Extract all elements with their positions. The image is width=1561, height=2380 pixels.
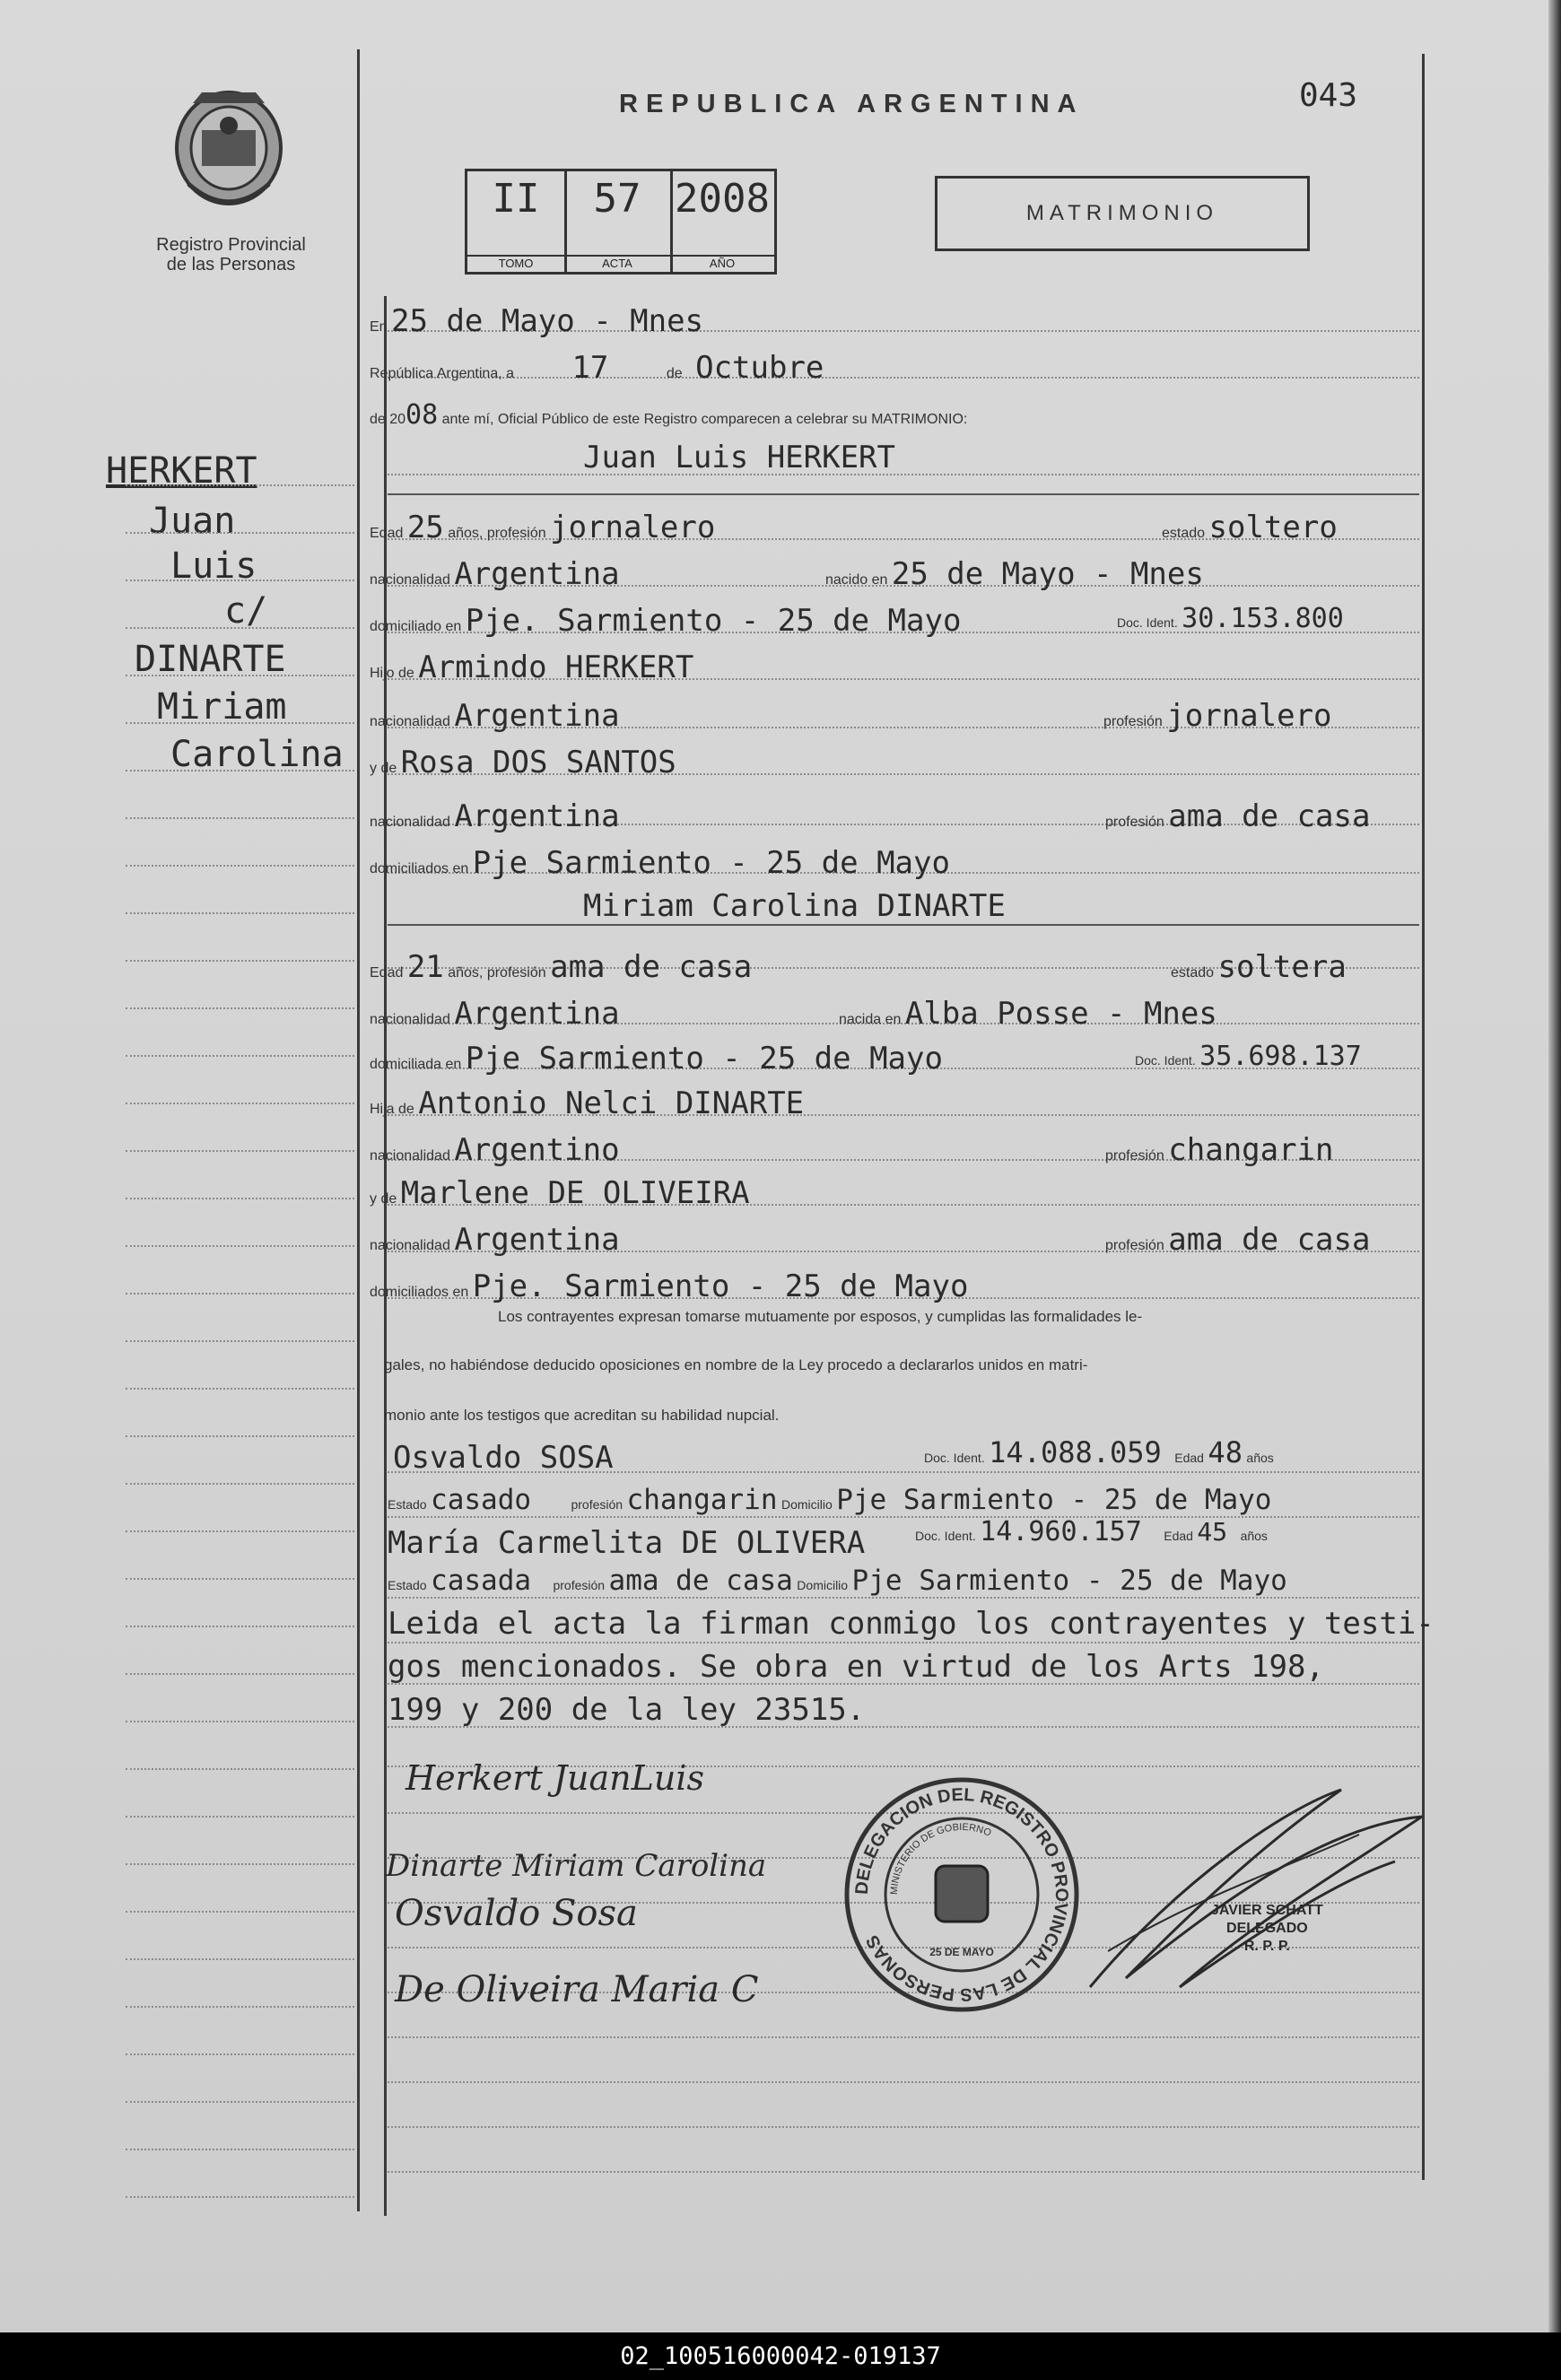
edad-label: Edad <box>370 965 404 981</box>
margin-rule <box>126 1958 354 1960</box>
witness2-profession: ama de casa <box>608 1565 793 1597</box>
margin-rule <box>126 580 354 581</box>
official-stamp <box>1211 1902 1323 1956</box>
margin-rule <box>126 1578 354 1580</box>
year-prefix: de 20 <box>370 412 406 427</box>
margin-rule <box>126 1721 354 1722</box>
margin-rule <box>126 865 354 867</box>
formal-text-line-2: gales, no habiéndose deducido oposiciones en nombre de la Ley procedo a declararlos unidos en matri- <box>384 1356 1088 1373</box>
domiciliados-label: domiciliados en <box>370 1285 469 1300</box>
seal-bottom-text: 25 DE MAYO <box>929 1946 994 1958</box>
bride-address-line <box>370 1041 943 1077</box>
bride-mother: Marlene DE OLIVEIRA <box>400 1175 750 1211</box>
margin-rule <box>126 1150 354 1152</box>
margin-connector: c/ <box>224 590 268 632</box>
groom-address-line <box>370 603 961 639</box>
closing-line-3: 199 y 200 de la ley 23515. <box>388 1692 866 1728</box>
bride-full-name: Miriam Carolina DINARTE <box>583 888 1006 924</box>
groom-parents-address: Pje Sarmiento - 25 de Mayo <box>472 845 950 881</box>
edad-label: Edad <box>370 526 404 541</box>
place-value: 25 de Mayo - Mnes <box>391 303 704 339</box>
nacida-label: nacida en <box>839 1012 902 1027</box>
margin-rule <box>126 912 354 914</box>
witness1-details-line <box>388 1484 1271 1516</box>
domicilio-label: domiciliada en <box>370 1057 462 1072</box>
bride-mother-prof <box>1105 1222 1370 1258</box>
nacionalidad-label: nacionalidad <box>370 815 450 830</box>
y-de-label: y de <box>370 1191 397 1207</box>
margin-rule <box>126 1911 354 1913</box>
groom-address: Pje. Sarmiento - 25 de Mayo <box>465 603 962 639</box>
bride-mother-nationality: Argentina <box>454 1222 620 1258</box>
groom-father: Armindo HERKERT <box>418 649 694 685</box>
ruled-line <box>388 1642 1419 1643</box>
tomo-label: TOMO <box>467 255 564 270</box>
nacido-label: nacido en <box>825 572 888 588</box>
witness1-name: Osvaldo SOSA <box>393 1440 614 1476</box>
margin-rule <box>126 1483 354 1485</box>
seal-inner-text: MINISTERIO DE GOBIERNO <box>888 1821 993 1896</box>
profesion-label: profesión <box>1105 1238 1164 1253</box>
bride-mother-line <box>370 1175 750 1211</box>
section-divider <box>388 924 1419 926</box>
year-suffix: 08 <box>406 399 439 431</box>
scan-footer-id: 02_100516000042-019137 <box>0 2332 1561 2380</box>
groom-age-line <box>370 510 715 545</box>
margin-names-bride-1: Miriam <box>157 686 287 728</box>
act-reference-box <box>465 169 777 275</box>
margin-rule <box>126 2006 354 2008</box>
margin-rule <box>126 1435 354 1437</box>
republic-label: República Argentina, a <box>370 366 514 381</box>
y-de-label: y de <box>370 761 397 776</box>
domicilio-label: domiciliado en <box>370 619 462 634</box>
bride-parents-address-line <box>370 1268 968 1304</box>
witness2-age: 45 <box>1197 1517 1228 1547</box>
profesion-label: profesión <box>1105 1148 1164 1164</box>
groom-full-name: Juan Luis HERKERT <box>583 440 895 475</box>
profesion-label: profesión <box>571 1497 624 1512</box>
edad-label: Edad <box>1174 1451 1204 1465</box>
bride-mother-nat-line <box>370 1222 620 1258</box>
hijo-label: Hijo de <box>370 666 414 681</box>
witness1-address: Pje Sarmiento - 25 de Mayo <box>836 1484 1272 1516</box>
groom-nationality-line <box>370 556 620 592</box>
profesion-label: profesión <box>553 1578 606 1592</box>
bride-father-line <box>370 1085 804 1121</box>
stamp-office: R. P. P. <box>1243 1939 1290 1954</box>
margin-rule <box>126 770 354 772</box>
month-value: Octubre <box>695 350 824 386</box>
groom-status <box>1162 510 1338 545</box>
seal-ring-text: DELEGACION DEL REGISTRO PROVINCIAL DE LAS PERSONAS <box>851 1784 1072 2005</box>
hija-label: Hija de <box>370 1102 414 1117</box>
groom-mother-prof <box>1105 798 1370 834</box>
bride-birthplace-value: Alba Posse - Mnes <box>904 996 1217 1032</box>
ruled-line <box>388 2036 1419 2038</box>
groom-profession: jornalero <box>550 510 716 545</box>
day-value: 17 <box>571 350 609 386</box>
nacionalidad-label: nacionalidad <box>370 572 450 588</box>
margin-rule <box>126 484 354 486</box>
groom-age: 25 <box>406 510 444 545</box>
bride-doc-number: 35.698.137 <box>1199 1041 1362 1072</box>
groom-father-profession: jornalero <box>1166 698 1332 734</box>
ruled-line <box>388 2171 1419 2173</box>
en-label: En <box>370 319 388 335</box>
anio-label: AÑO <box>670 255 774 270</box>
estado-label: estado <box>1171 965 1215 981</box>
bride-status <box>1171 949 1347 985</box>
margin-rule <box>126 1863 354 1865</box>
profesion-label: años, profesión <box>448 526 546 541</box>
groom-doc <box>1117 603 1344 634</box>
bride-profession: ama de casa <box>550 949 753 985</box>
stamp-name: JAVIER SCHATT <box>1211 1903 1323 1918</box>
margin-rule <box>126 627 354 629</box>
groom-father-nat-line <box>370 698 620 734</box>
groom-civil-status: soltero <box>1208 510 1338 545</box>
domicilio-label: Domicilio <box>797 1578 849 1592</box>
doc-label: Doc. Ident. <box>924 1451 985 1465</box>
witness2-doc-number: 14.960.157 <box>980 1516 1142 1547</box>
witness2-doc <box>915 1516 1268 1547</box>
anios-label: años <box>1246 1451 1274 1465</box>
declaration-text: ante mí, Oficial Público de este Registro comparecen a celebrar su MATRIMONIO: <box>441 412 968 427</box>
witness1-doc-number: 14.088.059 <box>989 1435 1162 1469</box>
profesion-label: profesión <box>1103 714 1163 729</box>
margin-rule <box>126 722 354 724</box>
bride-doc <box>1135 1041 1362 1072</box>
tomo-cell <box>467 171 567 272</box>
provincial-coat-of-arms-icon <box>166 85 292 220</box>
ruled-line <box>388 1597 1419 1599</box>
de-label: de <box>666 366 683 381</box>
nacionalidad-label: nacionalidad <box>370 1012 450 1027</box>
margin-names-bride-2: Carolina <box>170 734 344 775</box>
groom-parents-address-line <box>370 845 950 881</box>
margin-rule <box>126 1293 354 1295</box>
witness1-civil-status: casado <box>431 1484 532 1516</box>
witness2-details-line <box>388 1565 1287 1597</box>
country-heading: REPUBLICA ARGENTINA <box>619 90 1085 118</box>
margin-rule <box>126 2053 354 2055</box>
witness1-doc <box>924 1435 1274 1469</box>
witness1-age: 48 <box>1208 1435 1243 1469</box>
intro-year-line <box>370 399 967 431</box>
witness1-signature: Osvaldo Sosa <box>395 1893 638 1934</box>
groom-doc-number: 30.153.800 <box>1182 603 1344 634</box>
document-type-box: MATRIMONIO <box>935 176 1310 251</box>
bride-civil-status: soltera <box>1217 949 1347 985</box>
margin-surname-groom: HERKERT <box>106 450 257 492</box>
folio-number: 043 <box>1299 77 1358 114</box>
profesion-label: años, profesión <box>448 965 546 981</box>
left-margin-line <box>357 49 360 2211</box>
groom-nationality: Argentina <box>454 556 620 592</box>
bride-signature: Dinarte Miriam Carolina <box>386 1848 767 1884</box>
margin-rule <box>126 1626 354 1627</box>
margin-rule <box>126 960 354 962</box>
bride-father-nationality: Argentino <box>454 1132 620 1168</box>
margin-rule <box>126 817 354 819</box>
anio-cell <box>670 171 774 272</box>
margin-rule <box>126 1768 354 1770</box>
doc-label: Doc. Ident. <box>1135 1053 1196 1068</box>
bride-birthplace <box>839 996 1217 1032</box>
groom-birthplace <box>825 556 1204 592</box>
bride-father: Antonio Nelci DINARTE <box>418 1085 805 1121</box>
section-divider <box>388 493 1419 495</box>
intro-date-line <box>370 350 824 386</box>
margin-rule <box>126 2101 354 2103</box>
margin-rule <box>126 2149 354 2150</box>
bride-address: Pje Sarmiento - 25 de Mayo <box>465 1041 943 1077</box>
estado-label: estado <box>1162 526 1206 541</box>
tomo-value: II <box>492 176 540 222</box>
bride-father-prof <box>1105 1132 1334 1168</box>
witness2-signature: De Oliveira Maria C <box>395 1969 759 2010</box>
margin-rule <box>126 1198 354 1199</box>
margin-rule <box>126 532 354 534</box>
closing-line-1: Leida el acta la firman conmigo los contrayentes y testi- <box>388 1606 1435 1642</box>
margin-rule <box>126 1055 354 1057</box>
margin-names-groom-2: Luis <box>170 545 257 587</box>
ruled-line <box>388 2081 1419 2083</box>
bride-nationality: Argentina <box>454 996 620 1032</box>
estado-label: Estado <box>388 1578 427 1592</box>
groom-mother: Rosa DOS SANTOS <box>400 745 676 780</box>
margin-rule <box>126 1007 354 1009</box>
bride-father-nat-line <box>370 1132 620 1168</box>
doc-label: Doc. Ident. <box>915 1529 976 1543</box>
margin-rule <box>126 1530 354 1532</box>
estado-label: Estado <box>388 1497 427 1512</box>
closing-line-2: gos mencionados. Se obra en virtud de los Arts 198, <box>388 1649 1324 1685</box>
margin-names-groom-1: Juan <box>149 501 236 542</box>
margin-rule <box>126 2196 354 2198</box>
margin-rule <box>126 1340 354 1342</box>
bride-nationality-line <box>370 996 620 1032</box>
ruled-line <box>388 2126 1419 2128</box>
formal-text-line-3: monio ante los testigos que acreditan su habilidad nupcial. <box>384 1407 780 1424</box>
stamp-title: DELEGADO <box>1226 1921 1308 1936</box>
nacionalidad-label: nacionalidad <box>370 1238 450 1253</box>
margin-surname-bride: DINARTE <box>135 639 286 680</box>
groom-birthplace-value: 25 de Mayo - Mnes <box>891 556 1204 592</box>
witness2-address: Pje Sarmiento - 25 de Mayo <box>851 1565 1287 1597</box>
margin-rule <box>126 1388 354 1390</box>
anio-value: 2008 <box>675 176 770 222</box>
acta-value: 57 <box>593 176 641 222</box>
bride-age: 21 <box>406 949 444 985</box>
margin-rule <box>126 1816 354 1818</box>
profesion-label: profesión <box>1105 815 1164 830</box>
acta-label: ACTA <box>564 255 670 270</box>
bride-age-line <box>370 949 752 985</box>
witness2-civil-status: casada <box>431 1565 532 1597</box>
formal-text-line-1: Los contrayentes expresan tomarse mutuamente por esposos, y cumplidas las formalidades le- <box>498 1308 1143 1325</box>
registry-seal <box>839 1772 1086 2018</box>
edad-label: Edad <box>1164 1529 1193 1543</box>
groom-father-prof <box>1103 698 1332 734</box>
witness1-profession: changarin <box>626 1484 778 1516</box>
bride-mother-profession: ama de casa <box>1168 1222 1371 1258</box>
doc-label: Doc. Ident. <box>1117 615 1178 630</box>
bride-father-profession: changarin <box>1168 1132 1334 1168</box>
intro-place-line <box>370 303 703 339</box>
groom-mother-nat-line <box>370 798 620 834</box>
nacionalidad-label: nacionalidad <box>370 1148 450 1164</box>
domicilio-label: Domicilio <box>780 1497 833 1512</box>
witness2-name: María Carmelita DE OLIVERA <box>388 1525 866 1561</box>
bride-parents-address: Pje. Sarmiento - 25 de Mayo <box>472 1268 969 1304</box>
registry-name: Registro Provincial de las Personas <box>156 235 306 275</box>
nacionalidad-label: nacionalidad <box>370 714 450 729</box>
margin-rule <box>126 1245 354 1247</box>
acta-cell <box>564 171 673 272</box>
margin-rule <box>126 675 354 676</box>
margin-rule <box>126 1103 354 1104</box>
domiciliados-label: domiciliados en <box>370 861 469 876</box>
groom-mother-profession: ama de casa <box>1168 798 1371 834</box>
margin-rule <box>126 1673 354 1675</box>
groom-mother-nationality: Argentina <box>454 798 620 834</box>
groom-signature: Herkert JuanLuis <box>406 1758 705 1798</box>
groom-father-line <box>370 649 693 685</box>
groom-mother-line <box>370 745 676 780</box>
anios-label: años <box>1240 1529 1268 1543</box>
ruled-line <box>388 474 1419 475</box>
groom-father-nationality: Argentina <box>454 698 620 734</box>
page-edge-shadow <box>1548 0 1561 2332</box>
official-signature <box>1072 1772 1440 2005</box>
